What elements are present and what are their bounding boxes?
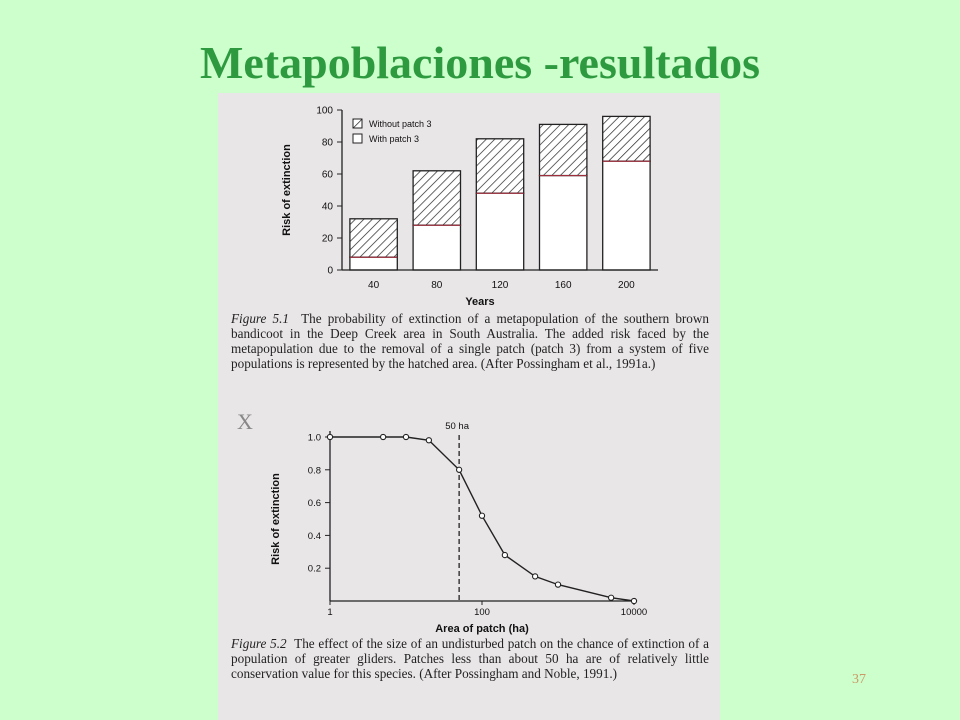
figure-5-1-text: The probability of extinction of a metapopulation of the southern brown bandicoot in the Deep Creek area in South Australia. The added risk faced by the metapopulation due to the removal of a single patch (patch 3) from a system of five populations is represented by the hatched area. (After Possingham et al., 1991a.) [231,311,710,371]
figure-5-2-caption [231,636,709,681]
y-tick-label: 100 [316,105,333,117]
bar-with-patch3-200 [603,161,650,270]
data-point [457,467,462,472]
bar-with-patch3-40 [350,257,397,270]
y-tick-label: 0.4 [307,530,321,542]
x-tick-label: 200 [618,280,635,291]
y-tick-label: 1.0 [307,432,321,444]
data-point [426,438,431,443]
legend-label-without: Without patch 3 [369,119,432,129]
y-tick-label: 0.8 [307,465,321,477]
bar-with-patch3-80 [413,225,460,270]
data-point [631,598,636,603]
x-tick-label: 1 [327,607,333,618]
legend-swatch-without [353,119,362,128]
y-tick-label: 0.6 [307,498,321,510]
figure-5-1-label: Figure 5.1 [231,311,289,326]
data-point [502,552,507,557]
y-tick-label: 0.2 [307,563,321,575]
x-tick-label: 80 [431,280,443,291]
page-number: 37 [852,672,866,687]
x-tick-label: 100 [474,607,490,618]
data-point [403,434,408,439]
bar-with-patch3-160 [540,176,587,270]
y-tick-label: 80 [321,137,333,149]
y-axis-label: Risk of extinction [281,144,293,236]
x-tick-label: 40 [368,280,380,291]
bar-chart [218,93,720,308]
scanned-page [218,93,720,720]
legend-swatch-with [353,134,362,143]
bar-with-patch3-120 [476,193,523,270]
margin-mark: X [237,409,253,434]
figure-5-2-label: Figure 5.2 [231,636,287,651]
x-axis-label: Area of patch (ha) [435,623,529,635]
x-tick-label: 10000 [620,607,648,618]
bar-without-patch3-40 [350,219,397,257]
data-point [381,434,386,439]
y-axis-label: Risk of extinction [270,473,282,565]
bar-without-patch3-80 [413,171,460,225]
x-axis-label: Years [465,296,495,308]
data-point [609,595,614,600]
data-point [479,513,484,518]
bar-without-patch3-160 [540,124,587,175]
y-tick-label: 20 [321,233,333,245]
bar-without-patch3-200 [603,116,650,161]
data-point [327,434,332,439]
series-line [330,437,634,601]
bar-without-patch3-120 [476,139,523,193]
y-tick-label: 60 [321,169,333,181]
x-tick-label: 120 [491,280,509,291]
x-tick-label: 160 [554,280,572,291]
y-tick-label: 40 [321,201,333,213]
figure-5-1-caption [231,311,709,371]
slide-title: Metapoblaciones -resultados [199,37,761,88]
data-point [555,582,560,587]
data-point [533,574,538,579]
legend-label-with: With patch 3 [369,134,420,144]
threshold-label: 50 ha [445,421,470,432]
y-tick-label: 0 [327,265,333,277]
figure-5-2-text: The effect of the size of an undisturbed patch on the chance of extinction of a population of greater gliders. Patches less than about 50 ha are of relatively little conservation value for this species. (After Possingham and Noble, 1991.) [231,636,710,681]
